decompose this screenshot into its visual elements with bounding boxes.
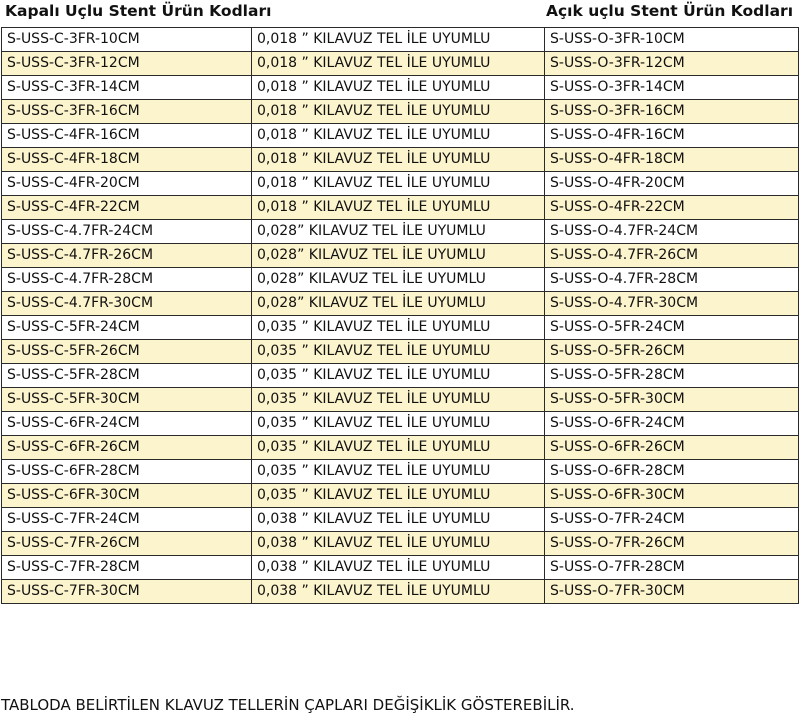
guidewire-cell: 0,035 ” KILAVUZ TEL İLE UYUMLU [252, 436, 545, 460]
table-row [2, 220, 799, 244]
table-row [2, 76, 799, 100]
table-row [2, 316, 799, 340]
table-row [2, 580, 799, 604]
closed-code-cell: S-USS-C-5FR-28CM [2, 364, 252, 388]
open-code-cell: S-USS-O-6FR-24CM [545, 412, 799, 436]
closed-code-cell: S-USS-C-4.7FR-26CM [2, 244, 252, 268]
open-code-cell: S-USS-O-4FR-16CM [545, 124, 799, 148]
table-row [2, 292, 799, 316]
table-row [2, 340, 799, 364]
open-code-cell: S-USS-O-4.7FR-30CM [545, 292, 799, 316]
guidewire-cell: 0,018 ” KILAVUZ TEL İLE UYUMLU [252, 76, 545, 100]
guidewire-cell: 0,028” KILAVUZ TEL İLE UYUMLU [252, 268, 545, 292]
open-code-cell: S-USS-O-6FR-28CM [545, 460, 799, 484]
closed-code-cell: S-USS-C-5FR-24CM [2, 316, 252, 340]
guidewire-cell: 0,038 ” KILAVUZ TEL İLE UYUMLU [252, 556, 545, 580]
closed-code-cell: S-USS-C-4FR-18CM [2, 148, 252, 172]
guidewire-cell: 0,035 ” KILAVUZ TEL İLE UYUMLU [252, 412, 545, 436]
closed-code-cell: S-USS-C-7FR-26CM [2, 532, 252, 556]
open-code-cell: S-USS-O-5FR-26CM [545, 340, 799, 364]
guidewire-cell: 0,035 ” KILAVUZ TEL İLE UYUMLU [252, 340, 545, 364]
guidewire-cell: 0,035 ” KILAVUZ TEL İLE UYUMLU [252, 316, 545, 340]
table-row [2, 532, 799, 556]
guidewire-cell: 0,035 ” KILAVUZ TEL İLE UYUMLU [252, 460, 545, 484]
stent-codes-table [1, 27, 799, 604]
open-code-cell: S-USS-O-5FR-28CM [545, 364, 799, 388]
closed-code-cell: S-USS-C-6FR-24CM [2, 412, 252, 436]
guidewire-cell: 0,018 ” KILAVUZ TEL İLE UYUMLU [252, 28, 545, 52]
table-row [2, 52, 799, 76]
table-row [2, 196, 799, 220]
table-row [2, 436, 799, 460]
table-row [2, 244, 799, 268]
table-row [2, 388, 799, 412]
closed-code-cell: S-USS-C-4FR-16CM [2, 124, 252, 148]
guidewire-cell: 0,035 ” KILAVUZ TEL İLE UYUMLU [252, 364, 545, 388]
open-code-cell: S-USS-O-5FR-24CM [545, 316, 799, 340]
closed-code-cell: S-USS-C-4.7FR-28CM [2, 268, 252, 292]
guidewire-cell: 0,018 ” KILAVUZ TEL İLE UYUMLU [252, 52, 545, 76]
guidewire-cell: 0,018 ” KILAVUZ TEL İLE UYUMLU [252, 148, 545, 172]
closed-end-codes-heading: Kapalı Uçlu Stent Ürün Kodları [5, 2, 272, 20]
closed-code-cell: S-USS-C-6FR-30CM [2, 484, 252, 508]
open-code-cell: S-USS-O-7FR-30CM [545, 580, 799, 604]
closed-code-cell: S-USS-C-4.7FR-30CM [2, 292, 252, 316]
table-row [2, 172, 799, 196]
table-row [2, 460, 799, 484]
guidewire-cell: 0,035 ” KILAVUZ TEL İLE UYUMLU [252, 484, 545, 508]
stent-codes-body [2, 28, 799, 604]
guidewire-cell: 0,018 ” KILAVUZ TEL İLE UYUMLU [252, 124, 545, 148]
guidewire-cell: 0,028” KILAVUZ TEL İLE UYUMLU [252, 292, 545, 316]
table-row [2, 556, 799, 580]
closed-code-cell: S-USS-C-4FR-20CM [2, 172, 252, 196]
guidewire-cell: 0,018 ” KILAVUZ TEL İLE UYUMLU [252, 100, 545, 124]
open-code-cell: S-USS-O-6FR-30CM [545, 484, 799, 508]
guidewire-cell: 0,035 ” KILAVUZ TEL İLE UYUMLU [252, 388, 545, 412]
table-row [2, 28, 799, 52]
closed-code-cell: S-USS-C-6FR-26CM [2, 436, 252, 460]
open-code-cell: S-USS-O-6FR-26CM [545, 436, 799, 460]
table-row [2, 124, 799, 148]
open-code-cell: S-USS-O-4.7FR-24CM [545, 220, 799, 244]
table-row [2, 364, 799, 388]
open-code-cell: S-USS-O-4FR-22CM [545, 196, 799, 220]
table-row [2, 412, 799, 436]
open-code-cell: S-USS-O-7FR-26CM [545, 532, 799, 556]
guidewire-cell: 0,038 ” KILAVUZ TEL İLE UYUMLU [252, 508, 545, 532]
open-code-cell: S-USS-O-3FR-14CM [545, 76, 799, 100]
open-code-cell: S-USS-O-4.7FR-28CM [545, 268, 799, 292]
open-code-cell: S-USS-O-7FR-24CM [545, 508, 799, 532]
guidewire-cell: 0,018 ” KILAVUZ TEL İLE UYUMLU [252, 196, 545, 220]
closed-code-cell: S-USS-C-3FR-14CM [2, 76, 252, 100]
table-row [2, 268, 799, 292]
guidewire-cell: 0,028” KILAVUZ TEL İLE UYUMLU [252, 220, 545, 244]
closed-code-cell: S-USS-C-7FR-30CM [2, 580, 252, 604]
closed-code-cell: S-USS-C-5FR-26CM [2, 340, 252, 364]
table-row [2, 508, 799, 532]
open-code-cell: S-USS-O-3FR-16CM [545, 100, 799, 124]
table-row [2, 148, 799, 172]
open-code-cell: S-USS-O-5FR-30CM [545, 388, 799, 412]
guidewire-cell: 0,038 ” KILAVUZ TEL İLE UYUMLU [252, 580, 545, 604]
guidewire-cell: 0,028” KILAVUZ TEL İLE UYUMLU [252, 244, 545, 268]
closed-code-cell: S-USS-C-3FR-16CM [2, 100, 252, 124]
open-code-cell: S-USS-O-4FR-20CM [545, 172, 799, 196]
open-code-cell: S-USS-O-3FR-12CM [545, 52, 799, 76]
closed-code-cell: S-USS-C-7FR-24CM [2, 508, 252, 532]
open-end-codes-heading: Açık uçlu Stent Ürün Kodları [546, 2, 794, 20]
closed-code-cell: S-USS-C-4FR-22CM [2, 196, 252, 220]
open-code-cell: S-USS-O-4.7FR-26CM [545, 244, 799, 268]
open-code-cell: S-USS-O-7FR-28CM [545, 556, 799, 580]
table-row [2, 484, 799, 508]
guidewire-cell: 0,038 ” KILAVUZ TEL İLE UYUMLU [252, 532, 545, 556]
closed-code-cell: S-USS-C-3FR-12CM [2, 52, 252, 76]
closed-code-cell: S-USS-C-7FR-28CM [2, 556, 252, 580]
closed-code-cell: S-USS-C-5FR-30CM [2, 388, 252, 412]
closed-code-cell: S-USS-C-3FR-10CM [2, 28, 252, 52]
open-code-cell: S-USS-O-4FR-18CM [545, 148, 799, 172]
guidewire-diameter-note: TABLODA BELİRTİLEN KLAVUZ TELLERİN ÇAPLARI DEĞİŞİKLİK GÖSTEREBİLİR. [1, 696, 575, 714]
open-code-cell: S-USS-O-3FR-10CM [545, 28, 799, 52]
table-row [2, 100, 799, 124]
closed-code-cell: S-USS-C-6FR-28CM [2, 460, 252, 484]
guidewire-cell: 0,018 ” KILAVUZ TEL İLE UYUMLU [252, 172, 545, 196]
closed-code-cell: S-USS-C-4.7FR-24CM [2, 220, 252, 244]
